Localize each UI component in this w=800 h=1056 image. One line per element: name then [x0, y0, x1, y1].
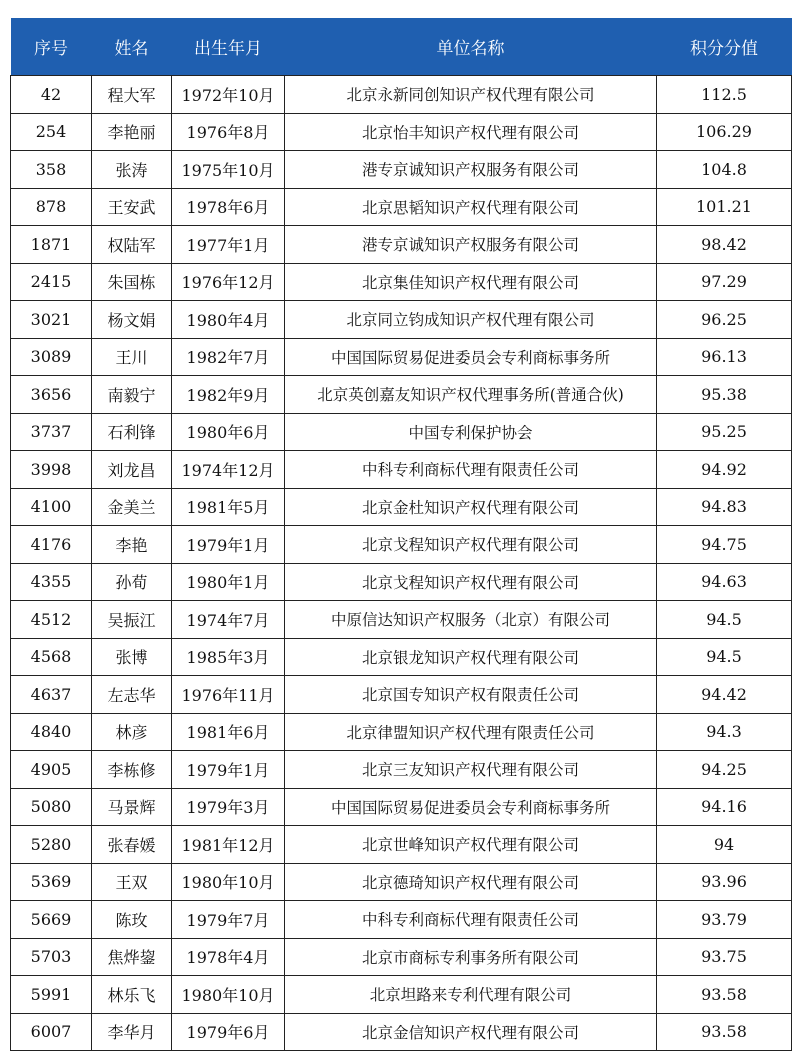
table-row	[11, 76, 792, 114]
cell-birth-date: 1979年3月	[172, 788, 285, 826]
cell-name: 孙荀	[92, 563, 172, 601]
cell-score: 94.25	[657, 751, 792, 789]
cell-organization: 中科专利商标代理有限责任公司	[285, 451, 657, 489]
cell-organization: 北京德琦知识产权代理有限公司	[285, 863, 657, 901]
cell-organization: 北京英创嘉友知识产权代理事务所(普通合伙)	[285, 376, 657, 414]
cell-birth-date: 1976年11月	[172, 676, 285, 714]
cell-score: 95.38	[657, 376, 792, 414]
cell-birth-date: 1974年12月	[172, 451, 285, 489]
cell-organization: 北京银龙知识产权代理有限公司	[285, 638, 657, 676]
table-header	[11, 18, 792, 76]
cell-organization: 中科专利商标代理有限责任公司	[285, 901, 657, 939]
cell-name: 王双	[92, 863, 172, 901]
cell-organization: 北京世峰知识产权代理有限公司	[285, 826, 657, 864]
cell-birth-date: 1974年7月	[172, 601, 285, 639]
cell-name: 王安武	[92, 188, 172, 226]
table-row	[11, 901, 792, 939]
cell-organization: 北京同立钧成知识产权代理有限公司	[285, 301, 657, 339]
table-row	[11, 488, 792, 526]
cell-score: 93.75	[657, 938, 792, 976]
cell-name: 张涛	[92, 151, 172, 189]
cell-name: 李栋修	[92, 751, 172, 789]
cell-name: 程大军	[92, 76, 172, 114]
cell-name: 马景辉	[92, 788, 172, 826]
cell-score: 94.16	[657, 788, 792, 826]
cell-organization: 北京金信知识产权代理有限公司	[285, 1013, 657, 1051]
table-row	[11, 751, 792, 789]
table-row	[11, 938, 792, 976]
cell-name: 左志华	[92, 676, 172, 714]
cell-name: 石利锋	[92, 413, 172, 451]
cell-score: 104.8	[657, 151, 792, 189]
cell-score: 93.58	[657, 1013, 792, 1051]
table-row	[11, 338, 792, 376]
cell-serial-number: 3021	[11, 301, 92, 339]
cell-organization: 北京集佳知识产权代理有限公司	[285, 263, 657, 301]
cell-organization: 中国国际贸易促进委员会专利商标事务所	[285, 788, 657, 826]
cell-score: 94.63	[657, 563, 792, 601]
cell-organization: 北京市商标专利事务所有限公司	[285, 938, 657, 976]
header-birth-date: 出生年月	[172, 18, 285, 76]
table-body	[11, 76, 792, 1051]
cell-score: 93.79	[657, 901, 792, 939]
cell-birth-date: 1980年6月	[172, 413, 285, 451]
cell-name: 王川	[92, 338, 172, 376]
cell-score: 95.25	[657, 413, 792, 451]
score-table-container	[10, 18, 791, 1051]
cell-score: 94	[657, 826, 792, 864]
cell-name: 刘龙昌	[92, 451, 172, 489]
cell-name: 李华月	[92, 1013, 172, 1051]
cell-serial-number: 5280	[11, 826, 92, 864]
table-row	[11, 188, 792, 226]
cell-name: 张博	[92, 638, 172, 676]
cell-score: 94.5	[657, 638, 792, 676]
table-row	[11, 451, 792, 489]
cell-organization: 北京国专知识产权有限责任公司	[285, 676, 657, 714]
header-serial-number: 序号	[11, 18, 92, 76]
cell-serial-number: 5991	[11, 976, 92, 1014]
cell-birth-date: 1980年10月	[172, 976, 285, 1014]
cell-organization: 北京律盟知识产权代理有限责任公司	[285, 713, 657, 751]
cell-organization: 中国国际贸易促进委员会专利商标事务所	[285, 338, 657, 376]
table-row	[11, 788, 792, 826]
cell-birth-date: 1980年10月	[172, 863, 285, 901]
cell-score: 96.25	[657, 301, 792, 339]
cell-score: 96.13	[657, 338, 792, 376]
cell-birth-date: 1975年10月	[172, 151, 285, 189]
cell-serial-number: 3737	[11, 413, 92, 451]
cell-name: 林彦	[92, 713, 172, 751]
cell-birth-date: 1982年9月	[172, 376, 285, 414]
cell-birth-date: 1978年4月	[172, 938, 285, 976]
cell-score: 94.83	[657, 488, 792, 526]
cell-score: 112.5	[657, 76, 792, 114]
table-row	[11, 826, 792, 864]
cell-serial-number: 878	[11, 188, 92, 226]
table-row	[11, 376, 792, 414]
cell-birth-date: 1985年3月	[172, 638, 285, 676]
cell-serial-number: 4100	[11, 488, 92, 526]
cell-organization: 北京戈程知识产权代理有限公司	[285, 526, 657, 564]
cell-serial-number: 4637	[11, 676, 92, 714]
cell-birth-date: 1981年5月	[172, 488, 285, 526]
cell-score: 94.3	[657, 713, 792, 751]
cell-birth-date: 1978年6月	[172, 188, 285, 226]
cell-birth-date: 1980年4月	[172, 301, 285, 339]
cell-birth-date: 1972年10月	[172, 76, 285, 114]
cell-organization: 港专京诚知识产权服务有限公司	[285, 226, 657, 264]
cell-birth-date: 1981年12月	[172, 826, 285, 864]
cell-score: 98.42	[657, 226, 792, 264]
cell-score: 94.5	[657, 601, 792, 639]
cell-serial-number: 5703	[11, 938, 92, 976]
cell-serial-number: 5669	[11, 901, 92, 939]
cell-birth-date: 1979年7月	[172, 901, 285, 939]
cell-organization: 港专京诚知识产权服务有限公司	[285, 151, 657, 189]
table-row	[11, 226, 792, 264]
cell-birth-date: 1976年12月	[172, 263, 285, 301]
header-organization: 单位名称	[285, 18, 657, 76]
table-row	[11, 1013, 792, 1051]
cell-serial-number: 4176	[11, 526, 92, 564]
cell-serial-number: 4512	[11, 601, 92, 639]
table-row	[11, 713, 792, 751]
cell-serial-number: 4840	[11, 713, 92, 751]
cell-score: 97.29	[657, 263, 792, 301]
cell-birth-date: 1977年1月	[172, 226, 285, 264]
cell-serial-number: 4355	[11, 563, 92, 601]
cell-name: 焦烨鋆	[92, 938, 172, 976]
cell-name: 李艳	[92, 526, 172, 564]
cell-serial-number: 4905	[11, 751, 92, 789]
cell-serial-number: 6007	[11, 1013, 92, 1051]
cell-organization: 中原信达知识产权服务（北京）有限公司	[285, 601, 657, 639]
cell-birth-date: 1979年1月	[172, 751, 285, 789]
cell-score: 93.58	[657, 976, 792, 1014]
cell-name: 吴振江	[92, 601, 172, 639]
cell-name: 金美兰	[92, 488, 172, 526]
table-row	[11, 263, 792, 301]
table-row	[11, 601, 792, 639]
table-row	[11, 151, 792, 189]
table-row	[11, 526, 792, 564]
cell-serial-number: 3656	[11, 376, 92, 414]
table-row	[11, 113, 792, 151]
table-row	[11, 563, 792, 601]
header-score: 积分分值	[657, 18, 792, 76]
cell-name: 陈玫	[92, 901, 172, 939]
header-name: 姓名	[92, 18, 172, 76]
cell-organization: 北京戈程知识产权代理有限公司	[285, 563, 657, 601]
cell-name: 南毅宁	[92, 376, 172, 414]
cell-serial-number: 42	[11, 76, 92, 114]
cell-organization: 中国专利保护协会	[285, 413, 657, 451]
table-row	[11, 976, 792, 1014]
cell-birth-date: 1980年1月	[172, 563, 285, 601]
cell-organization: 北京永新同创知识产权代理有限公司	[285, 76, 657, 114]
cell-organization: 北京坦路来专利代理有限公司	[285, 976, 657, 1014]
cell-organization: 北京三友知识产权代理有限公司	[285, 751, 657, 789]
cell-name: 朱国栋	[92, 263, 172, 301]
cell-score: 94.42	[657, 676, 792, 714]
cell-name: 李艳丽	[92, 113, 172, 151]
table-row	[11, 638, 792, 676]
header-row	[11, 18, 792, 76]
table-row	[11, 301, 792, 339]
cell-name: 杨文娟	[92, 301, 172, 339]
cell-score: 101.21	[657, 188, 792, 226]
table-row	[11, 413, 792, 451]
cell-score: 94.75	[657, 526, 792, 564]
table-row	[11, 676, 792, 714]
cell-name: 权陆军	[92, 226, 172, 264]
cell-score: 94.92	[657, 451, 792, 489]
cell-name: 林乐飞	[92, 976, 172, 1014]
cell-serial-number: 358	[11, 151, 92, 189]
cell-organization: 北京怡丰知识产权代理有限公司	[285, 113, 657, 151]
cell-name: 张春媛	[92, 826, 172, 864]
cell-serial-number: 5369	[11, 863, 92, 901]
cell-serial-number: 3089	[11, 338, 92, 376]
cell-serial-number: 1871	[11, 226, 92, 264]
cell-serial-number: 4568	[11, 638, 92, 676]
cell-organization: 北京思韬知识产权代理有限公司	[285, 188, 657, 226]
cell-serial-number: 254	[11, 113, 92, 151]
score-table	[10, 18, 792, 1051]
cell-birth-date: 1981年6月	[172, 713, 285, 751]
cell-organization: 北京金杜知识产权代理有限公司	[285, 488, 657, 526]
cell-birth-date: 1979年1月	[172, 526, 285, 564]
cell-score: 106.29	[657, 113, 792, 151]
cell-serial-number: 3998	[11, 451, 92, 489]
cell-serial-number: 2415	[11, 263, 92, 301]
table-row	[11, 863, 792, 901]
cell-serial-number: 5080	[11, 788, 92, 826]
cell-birth-date: 1976年8月	[172, 113, 285, 151]
cell-birth-date: 1979年6月	[172, 1013, 285, 1051]
cell-birth-date: 1982年7月	[172, 338, 285, 376]
cell-score: 93.96	[657, 863, 792, 901]
